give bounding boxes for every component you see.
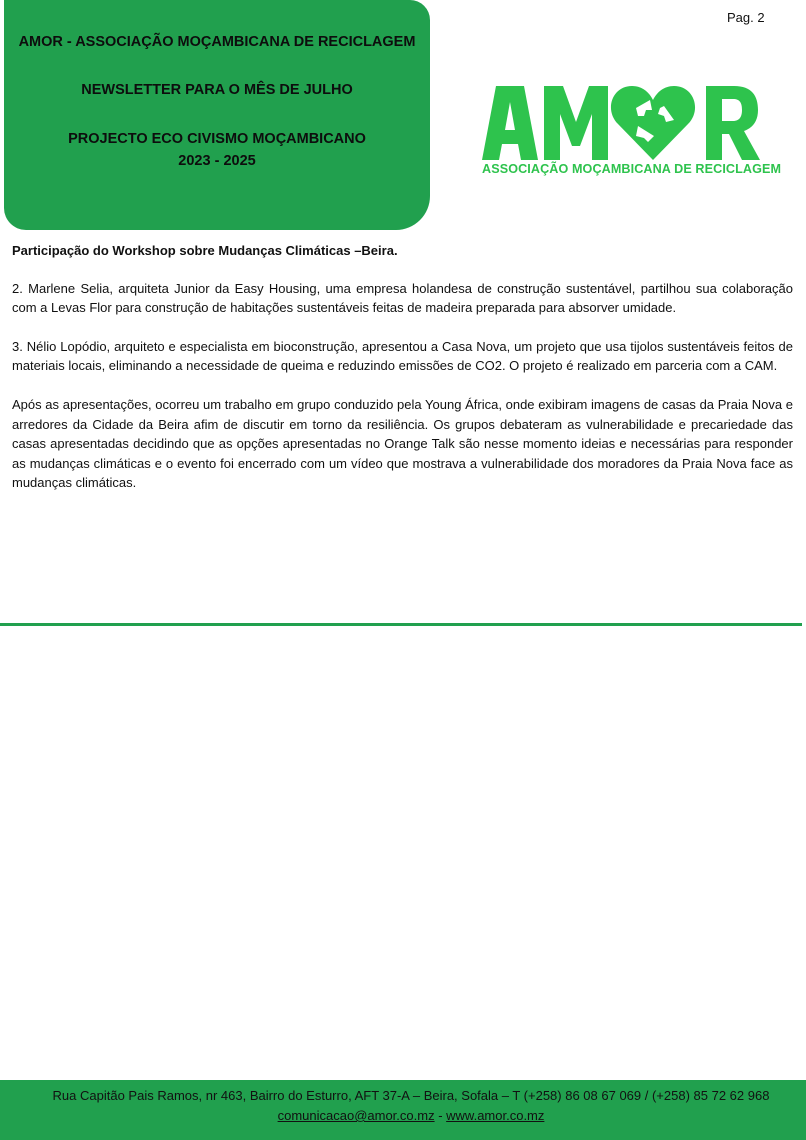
page-number: Pag. 2	[727, 10, 765, 25]
footer-links	[0, 1108, 806, 1123]
newsletter-title: NEWSLETTER PARA O MÊS DE JULHO	[81, 82, 353, 98]
article-paragraph: 3. Nélio Lopódio, arquiteto e especialista em bioconstrução, apresentou a Casa Nova, um projeto que usa tijolos sustentáveis feitos de materiais locais, eliminando a necessidade de queima e reduzindo emissões de CO2. O projeto é realizado em parceria com a CAM.	[12, 338, 793, 374]
organization-name: AMOR - ASSOCIAÇÃO MOÇAMBICANA DE RECICLAGEM	[18, 34, 416, 50]
header-banner	[4, 0, 430, 230]
footer-address: Rua Capitão Pais Ramos, nr 463, Bairro do Esturro, AFT 37-A – Beira, Sofala – T (+258) 86 08 67 069 / (+258) 85 72 62 968	[52, 1088, 770, 1103]
section-divider	[0, 623, 802, 626]
project-name: PROJECTO ECO CIVISMO MOÇAMBICANO	[68, 131, 366, 147]
article-title: Participação do Workshop sobre Mudanças Climáticas –Beira.	[12, 243, 398, 258]
amor-logo	[478, 80, 782, 186]
email-link[interactable]: comunicacao@amor.co.mz	[277, 1108, 435, 1123]
logo-tagline: ASSOCIAÇÃO MOÇAMBICANA DE RECICLAGEM	[482, 162, 782, 176]
article-paragraph: 2. Marlene Selia, arquiteta Junior da Easy Housing, uma empresa holandesa de construção sustentável, partilhou sua colaboração com a Levas Flor para construção de habitações sustentáveis feitas de madeira preparada para absorver umidade.	[12, 280, 793, 316]
project-years: 2023 - 2025	[178, 153, 256, 169]
footer	[0, 1080, 806, 1140]
link-separator: -	[434, 1108, 447, 1123]
website-link[interactable]: www.amor.co.mz	[446, 1108, 545, 1123]
amor-logo-mark	[478, 80, 760, 162]
article-paragraph: Após as apresentações, ocorreu um trabalho em grupo conduzido pela Young África, onde exibiram imagens de casas da Praia Nova e arredores da Cidade da Beira afim de discutir em torno da resiliência. Os grupos debateram as vulnerabilidade e precariedade das casas apresentadas decidindo que as opções apresentadas no Orange Talk são nesse momento ideias e necessárias para responder as mudanças climáticas e o evento foi encerrado com um vídeo que mostrava a vulnerabilidade dos moradores da Praia Nova face as mudanças climáticas.	[12, 396, 793, 491]
article	[12, 241, 793, 512]
